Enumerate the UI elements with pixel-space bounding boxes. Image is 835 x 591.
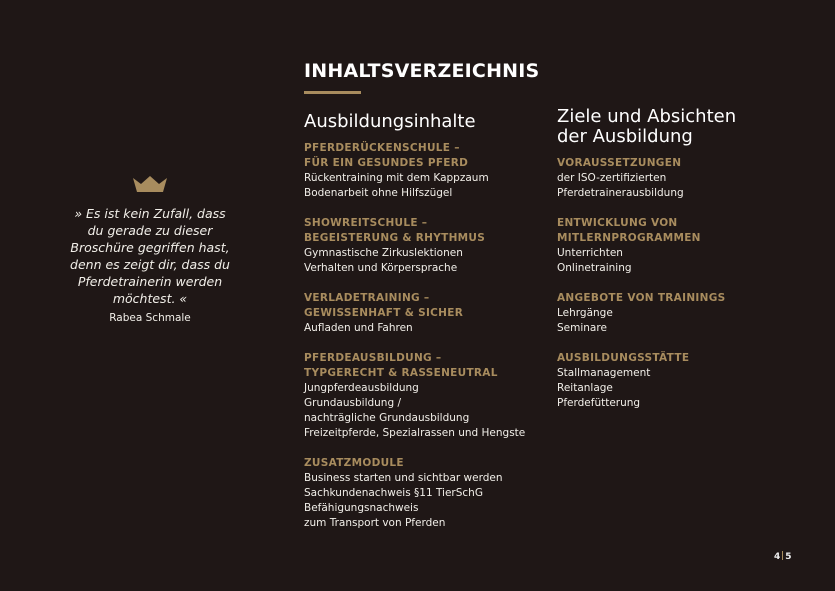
section-item: Sachkundenachweis §11 TierSchG <box>304 487 483 499</box>
section-item: Pferdetrainerausbildung <box>557 187 684 199</box>
section-title: SHOWREITSCHULE – <box>304 217 428 229</box>
section-item: Bodenarbeit ohne Hilfszügel <box>304 187 453 199</box>
quote-text <box>60 205 240 307</box>
section-title: ZUSATZMODULE <box>304 457 404 469</box>
section-title: VORAUSSETZUNGEN <box>557 157 682 169</box>
section-item: der ISO-zertifizierten <box>557 172 667 184</box>
section-item: Business starten und sichtbar werden <box>304 472 503 484</box>
crown-icon <box>132 175 168 197</box>
section-title: TYPGERECHT & RASSENEUTRAL <box>304 367 498 379</box>
toc-right-column <box>557 107 807 426</box>
quote-line: denn es zeigt dir, dass du <box>70 257 230 272</box>
heading-line: der Ausbildung <box>557 126 693 147</box>
section-title: PFERDEAUSBILDUNG – <box>304 352 442 364</box>
section-item: Pferdefütterung <box>557 397 641 409</box>
quote-block <box>60 205 240 324</box>
section-item: Onlinetraining <box>557 262 632 274</box>
section-item: Grundausbildung / <box>304 397 402 409</box>
section-item: Verhalten und Körpersprache <box>304 262 458 274</box>
page-separator <box>782 551 783 560</box>
right-heading <box>557 107 807 147</box>
toc-section <box>304 456 554 531</box>
quote-author: Rabea Schmale <box>109 312 191 324</box>
section-item: Befähigungsnachweis <box>304 502 419 514</box>
section-item: Freizeitpferde, Spezialrassen und Hengste <box>304 427 526 439</box>
quote-line: Broschüre gegriffen hast, <box>70 240 230 255</box>
page-right: 5 <box>785 552 792 562</box>
toc-section <box>557 156 807 201</box>
quote-line: möchtest. « <box>112 291 188 306</box>
section-title: ANGEBOTE VON TRAININGS <box>557 292 726 304</box>
section-item: zum Transport von Pferden <box>304 517 446 529</box>
section-title: FÜR EIN GESUNDES PFERD <box>304 157 469 169</box>
page-number <box>774 551 792 562</box>
toc-section <box>557 351 807 411</box>
title-underline <box>304 91 361 94</box>
section-title: VERLADETRAINING – <box>304 292 430 304</box>
section-title: GEWISSENHAFT & SICHER <box>304 307 464 319</box>
section-item: Stallmanagement <box>557 367 651 379</box>
section-item: Gymnastische Zirkuslektionen <box>304 247 463 259</box>
heading-line: Ziele und Absichten <box>557 106 737 127</box>
section-item: Seminare <box>557 322 607 334</box>
page-left: 4 <box>774 552 781 562</box>
quote-line: du gerade zu dieser <box>87 223 213 238</box>
section-item: Jungpferdeausbildung <box>304 382 419 394</box>
quote-line: Pferdetrainerin werden <box>77 274 223 289</box>
section-item: Reitanlage <box>557 382 613 394</box>
section-item: Rückentraining mit dem Kappzaum <box>304 172 489 184</box>
section-title: AUSBILDUNGSSTÄTTE <box>557 352 690 364</box>
section-title: MITLERNPROGRAMMEN <box>557 232 701 244</box>
section-item: Unterrichten <box>557 247 623 259</box>
section-title: ENTWICKLUNG VON <box>557 217 678 229</box>
toc-section <box>304 351 554 441</box>
section-title: BEGEISTERUNG & RHYTHMUS <box>304 232 486 244</box>
toc-section <box>557 216 807 276</box>
toc-section <box>304 141 554 201</box>
section-item: nachträgliche Grundausbildung <box>304 412 470 424</box>
left-heading: Ausbildungsinhalte <box>304 111 476 132</box>
toc-left-column <box>304 112 554 546</box>
section-title: PFERDERÜCKENSCHULE – <box>304 142 460 154</box>
toc-section <box>304 216 554 276</box>
section-item: Aufladen und Fahren <box>304 322 413 334</box>
section-item: Lehrgänge <box>557 307 613 319</box>
quote-line: » Es ist kein Zufall, dass <box>74 206 226 221</box>
page-title: INHALTSVERZEICHNIS <box>304 60 540 82</box>
toc-section <box>304 291 554 336</box>
toc-section <box>557 291 807 336</box>
